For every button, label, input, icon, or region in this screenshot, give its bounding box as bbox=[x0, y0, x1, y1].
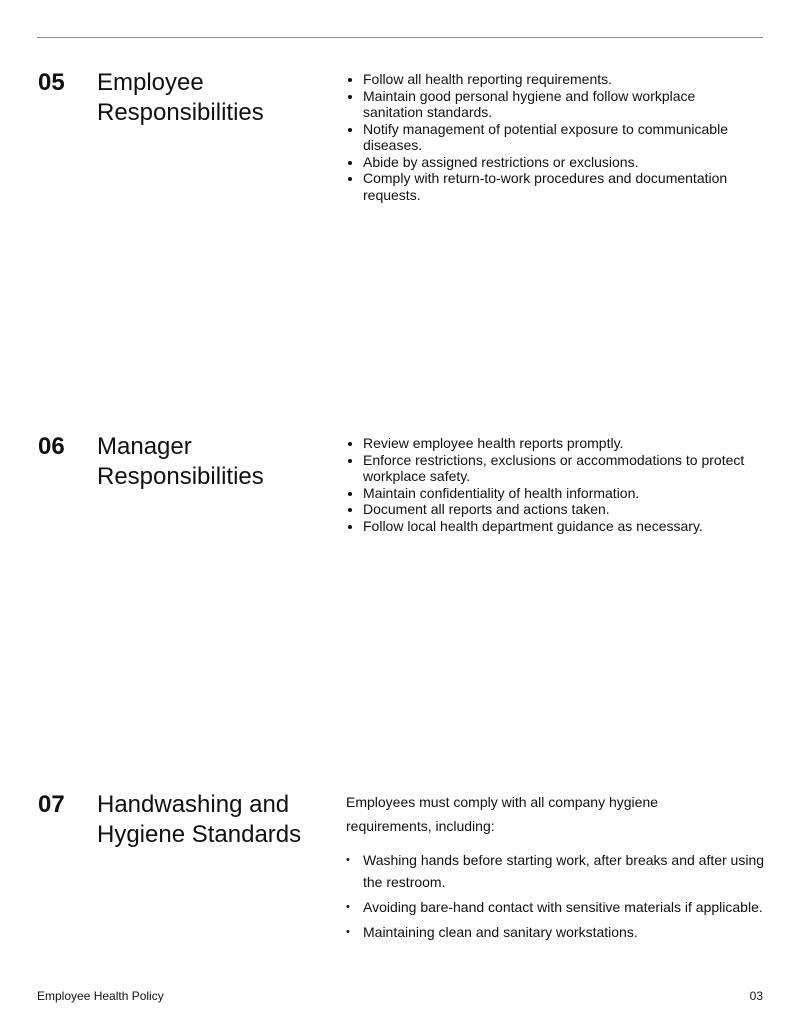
list-item: • Notify management of potential exposure to communicable diseases. bbox=[363, 121, 753, 154]
footer-title: Employee Health Policy bbox=[37, 989, 164, 1003]
section-intro: Employees must comply with all company hygiene requirements, including: bbox=[346, 794, 659, 834]
section-number: 07 bbox=[38, 791, 65, 818]
list-item: • Enforce restrictions, exclusions or accommodations to protect workplace safety. bbox=[363, 452, 753, 485]
section-number: 05 bbox=[38, 69, 65, 96]
section-number: 06 bbox=[38, 433, 65, 460]
list-item: • Maintaining clean and sanitary workstations. bbox=[346, 921, 766, 943]
bullet-list bbox=[348, 71, 753, 203]
list-item: • Abide by assigned restrictions or exclusions. bbox=[363, 154, 753, 171]
list-item: • Comply with return-to-work procedures and documentation requests. bbox=[363, 170, 753, 203]
page-number: 03 bbox=[749, 989, 763, 1003]
list-item: • Review employee health reports promptly. bbox=[363, 435, 753, 452]
section-title: Employee Responsibilities bbox=[97, 69, 264, 126]
list-item: • Avoiding bare-hand contact with sensitive materials if applicable. bbox=[346, 896, 766, 918]
list-item: • Washing hands before starting work, after breaks and after using the restroom. bbox=[346, 849, 766, 893]
bullet-list bbox=[348, 435, 753, 534]
header-divider bbox=[37, 37, 763, 38]
section-title: Handwashing and Hygiene Standards bbox=[97, 791, 302, 848]
bullet-list bbox=[346, 849, 766, 946]
list-item: • Follow all health reporting requirements. bbox=[363, 71, 753, 88]
list-item: • Follow local health department guidance as necessary. bbox=[363, 518, 753, 535]
list-item: • Maintain confidentiality of health information. bbox=[363, 485, 753, 502]
list-item: • Document all reports and actions taken. bbox=[363, 501, 753, 518]
section-title: Manager Responsibilities bbox=[97, 433, 264, 490]
list-item: • Maintain good personal hygiene and follow workplace sanitation standards. bbox=[363, 88, 753, 121]
